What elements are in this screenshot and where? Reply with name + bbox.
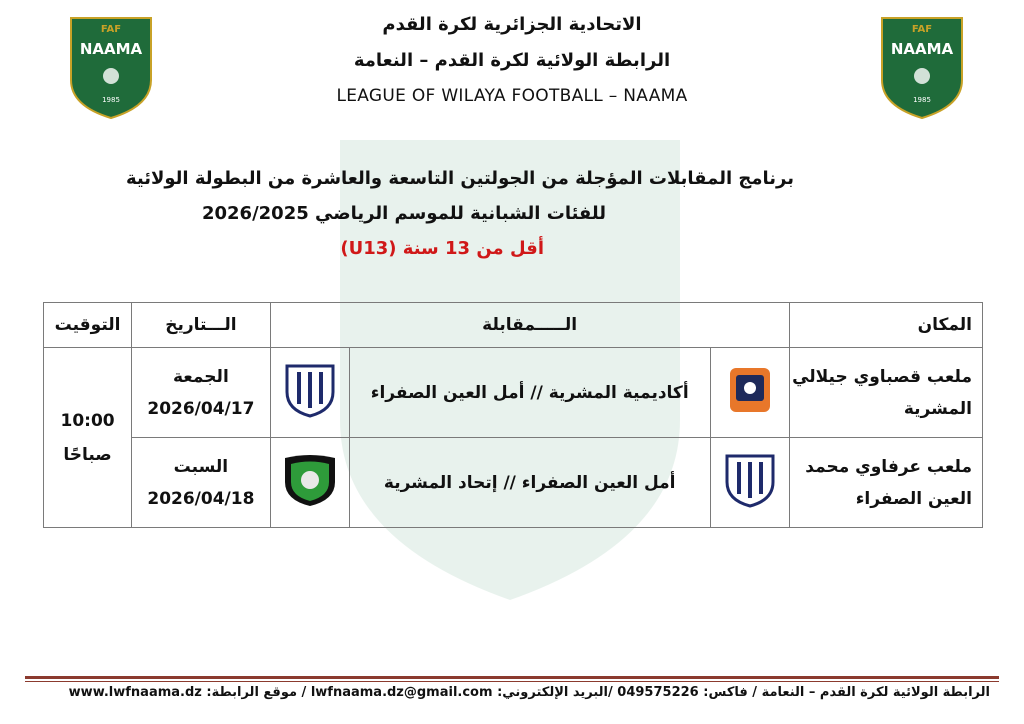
venue-name: ملعب قصباوي جيلالي xyxy=(792,366,972,387)
venue-cell xyxy=(789,348,982,438)
match-day: الجمعة xyxy=(173,366,229,387)
footer-league: الرابطة الولائية لكرة القدم – النعامة / فاكس: xyxy=(703,685,990,700)
doc-title-category: أقل من 13 سنة (U13) xyxy=(340,238,544,259)
academy-mecheria-logo xyxy=(727,365,773,415)
table-header-row xyxy=(44,303,983,348)
team-logo-cell xyxy=(270,438,349,528)
footer-email-label: /البريد الإلكتروني: xyxy=(497,685,613,700)
footer-site-label: / موقع الرابطة: xyxy=(206,685,307,700)
venue-city: العين الصفراء xyxy=(855,488,972,509)
team-logo-cell xyxy=(270,348,349,438)
svg-text:1985: 1985 xyxy=(913,96,931,104)
venue-name: ملعب عرفاوي محمد xyxy=(805,456,972,477)
date-cell xyxy=(132,348,271,438)
venue-cell xyxy=(789,438,982,528)
header-match: الـــــمقابلة xyxy=(270,303,789,348)
footer-fax: 049575226 xyxy=(617,685,699,700)
svg-text:1985: 1985 xyxy=(102,96,120,104)
league-name-en: LEAGUE OF WILAYA FOOTBALL – NAAMA xyxy=(336,86,688,106)
header-date: الـــتاريخ xyxy=(132,303,271,348)
team-logo-cell xyxy=(710,348,789,438)
amal-ain-sefra-logo xyxy=(723,452,777,508)
amal-ain-sefra-logo xyxy=(283,362,337,418)
svg-text:NAAMA: NAAMA xyxy=(890,40,954,58)
svg-text:FAF: FAF xyxy=(100,24,122,35)
ittihad-mecheria-logo xyxy=(281,452,339,508)
svg-text:NAAMA: NAAMA xyxy=(79,40,143,58)
venue-city: المشرية xyxy=(903,398,972,419)
footer-email-link[interactable]: lwfnaama.dz@gmail.com xyxy=(310,685,493,700)
match-cell: أكاديمية المشرية // أمل العين الصفراء xyxy=(349,348,710,438)
match-date: 2026/04/17 xyxy=(147,398,255,419)
footer-site-link[interactable]: www.lwfnaama.dz xyxy=(68,685,202,700)
schedule-table xyxy=(43,302,983,528)
date-cell xyxy=(132,438,271,528)
table-row xyxy=(44,348,983,438)
footer-contact xyxy=(30,685,990,700)
time-cell xyxy=(44,348,132,528)
header-time: التوقيت xyxy=(44,303,132,348)
federation-name: الاتحادية الجزائرية لكرة القدم xyxy=(382,14,642,35)
match-time: 10:00 xyxy=(60,410,115,431)
match-date: 2026/04/18 xyxy=(147,488,255,509)
doc-title-line2: للفئات الشبانية للموسم الرياضي 2026/2025 xyxy=(201,203,606,224)
footer-rule xyxy=(25,676,999,679)
footer-rule-thin xyxy=(25,681,999,682)
league-name-ar: الرابطة الولائية لكرة القدم – النعامة xyxy=(353,50,671,71)
team-logo-cell xyxy=(710,438,789,528)
match-cell: أمل العين الصفراء // إتحاد المشرية xyxy=(349,438,710,528)
table-row xyxy=(44,438,983,528)
svg-text:FAF: FAF xyxy=(911,24,933,35)
match-time-period: صباحًا xyxy=(63,444,112,465)
header-venue: المكان xyxy=(789,303,982,348)
match-day: السبت xyxy=(173,456,229,477)
doc-title-line1: برنامج المقابلات المؤجلة من الجولتين التاسعة والعاشرة من البطولة الولائية xyxy=(125,168,794,189)
